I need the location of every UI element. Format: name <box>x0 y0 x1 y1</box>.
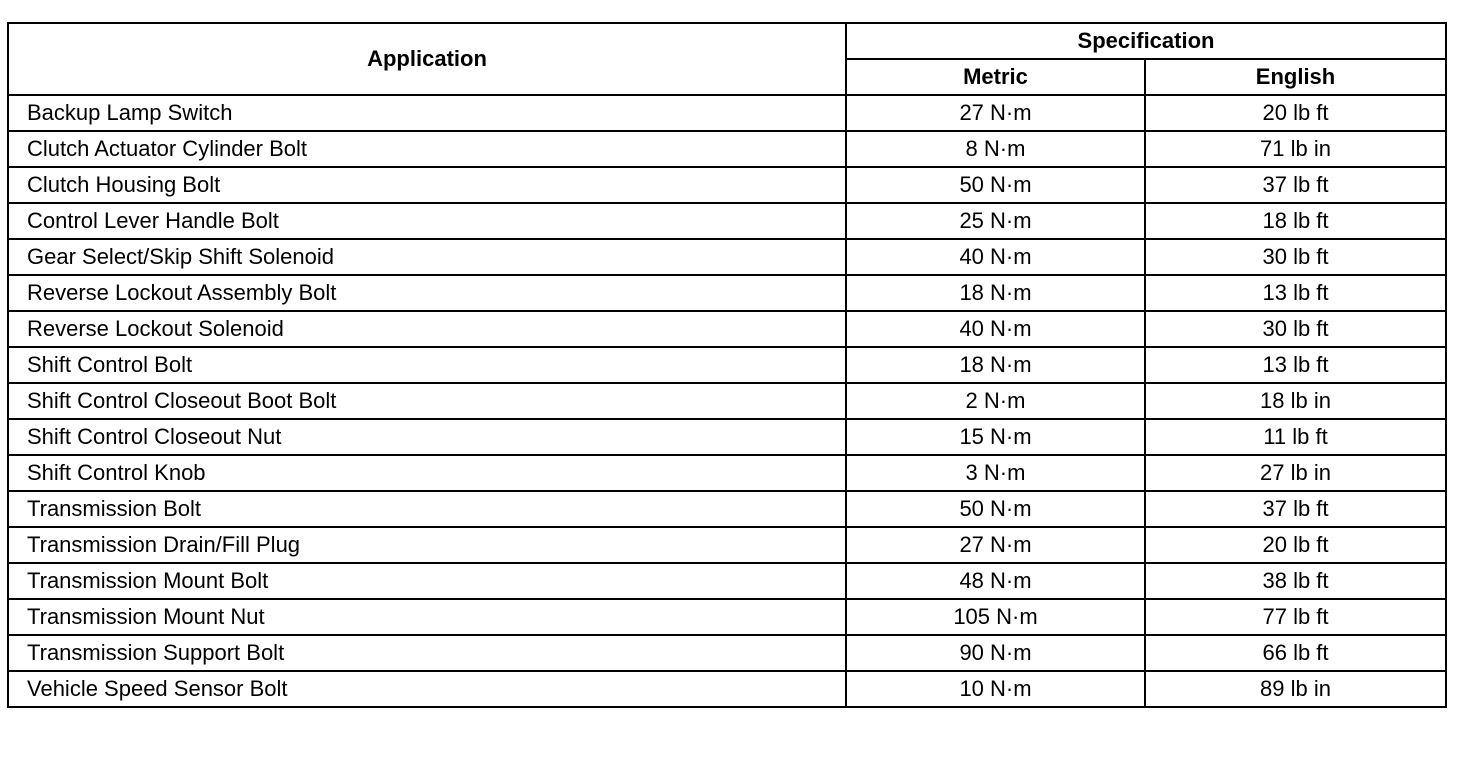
application-cell: Reverse Lockout Assembly Bolt <box>8 275 846 311</box>
metric-cell: 18 N·m <box>846 347 1145 383</box>
english-cell: 30 lb ft <box>1145 311 1446 347</box>
application-cell: Shift Control Closeout Boot Bolt <box>8 383 846 419</box>
english-cell: 89 lb in <box>1145 671 1446 707</box>
application-cell: Control Lever Handle Bolt <box>8 203 846 239</box>
application-cell: Shift Control Closeout Nut <box>8 419 846 455</box>
metric-cell: 10 N·m <box>846 671 1145 707</box>
metric-cell: 50 N·m <box>846 167 1145 203</box>
specification-header: Specification <box>846 23 1446 59</box>
metric-cell: 18 N·m <box>846 275 1145 311</box>
table-row <box>8 203 1446 239</box>
english-cell: 18 lb ft <box>1145 203 1446 239</box>
application-cell: Transmission Mount Nut <box>8 599 846 635</box>
english-cell: 13 lb ft <box>1145 275 1446 311</box>
table-row <box>8 275 1446 311</box>
metric-cell: 15 N·m <box>846 419 1145 455</box>
application-cell: Reverse Lockout Solenoid <box>8 311 846 347</box>
table-row <box>8 311 1446 347</box>
application-cell: Gear Select/Skip Shift Solenoid <box>8 239 846 275</box>
application-header: Application <box>8 23 846 95</box>
english-header: English <box>1145 59 1446 95</box>
english-cell: 30 lb ft <box>1145 239 1446 275</box>
table-row <box>8 383 1446 419</box>
metric-cell: 40 N·m <box>846 239 1145 275</box>
table-row <box>8 419 1446 455</box>
metric-cell: 8 N·m <box>846 131 1145 167</box>
english-cell: 20 lb ft <box>1145 95 1446 131</box>
english-cell: 18 lb in <box>1145 383 1446 419</box>
table-row <box>8 635 1446 671</box>
table-header <box>8 23 1446 95</box>
english-cell: 20 lb ft <box>1145 527 1446 563</box>
application-cell: Shift Control Knob <box>8 455 846 491</box>
application-cell: Shift Control Bolt <box>8 347 846 383</box>
torque-spec-table <box>7 22 1447 708</box>
metric-cell: 50 N·m <box>846 491 1145 527</box>
table-row <box>8 599 1446 635</box>
application-cell: Transmission Bolt <box>8 491 846 527</box>
english-cell: 77 lb ft <box>1145 599 1446 635</box>
table-row <box>8 95 1446 131</box>
table-row <box>8 455 1446 491</box>
english-cell: 13 lb ft <box>1145 347 1446 383</box>
metric-cell: 27 N·m <box>846 527 1145 563</box>
table-row <box>8 671 1446 707</box>
english-cell: 11 lb ft <box>1145 419 1446 455</box>
english-cell: 71 lb in <box>1145 131 1446 167</box>
english-cell: 37 lb ft <box>1145 167 1446 203</box>
table-row <box>8 563 1446 599</box>
metric-cell: 48 N·m <box>846 563 1145 599</box>
english-cell: 66 lb ft <box>1145 635 1446 671</box>
english-cell: 37 lb ft <box>1145 491 1446 527</box>
metric-cell: 27 N·m <box>846 95 1145 131</box>
metric-header: Metric <box>846 59 1145 95</box>
application-cell: Clutch Housing Bolt <box>8 167 846 203</box>
metric-cell: 3 N·m <box>846 455 1145 491</box>
english-cell: 27 lb in <box>1145 455 1446 491</box>
metric-cell: 25 N·m <box>846 203 1145 239</box>
english-cell: 38 lb ft <box>1145 563 1446 599</box>
header-row-top <box>8 23 1446 59</box>
application-cell: Vehicle Speed Sensor Bolt <box>8 671 846 707</box>
metric-cell: 105 N·m <box>846 599 1145 635</box>
metric-cell: 2 N·m <box>846 383 1145 419</box>
table-row <box>8 131 1446 167</box>
table-row <box>8 527 1446 563</box>
table-row <box>8 167 1446 203</box>
table-row <box>8 347 1446 383</box>
application-cell: Transmission Drain/Fill Plug <box>8 527 846 563</box>
metric-cell: 40 N·m <box>846 311 1145 347</box>
metric-cell: 90 N·m <box>846 635 1145 671</box>
application-cell: Transmission Mount Bolt <box>8 563 846 599</box>
table-body <box>8 95 1446 707</box>
application-cell: Clutch Actuator Cylinder Bolt <box>8 131 846 167</box>
table-row <box>8 491 1446 527</box>
application-cell: Backup Lamp Switch <box>8 95 846 131</box>
application-cell: Transmission Support Bolt <box>8 635 846 671</box>
table-row <box>8 239 1446 275</box>
